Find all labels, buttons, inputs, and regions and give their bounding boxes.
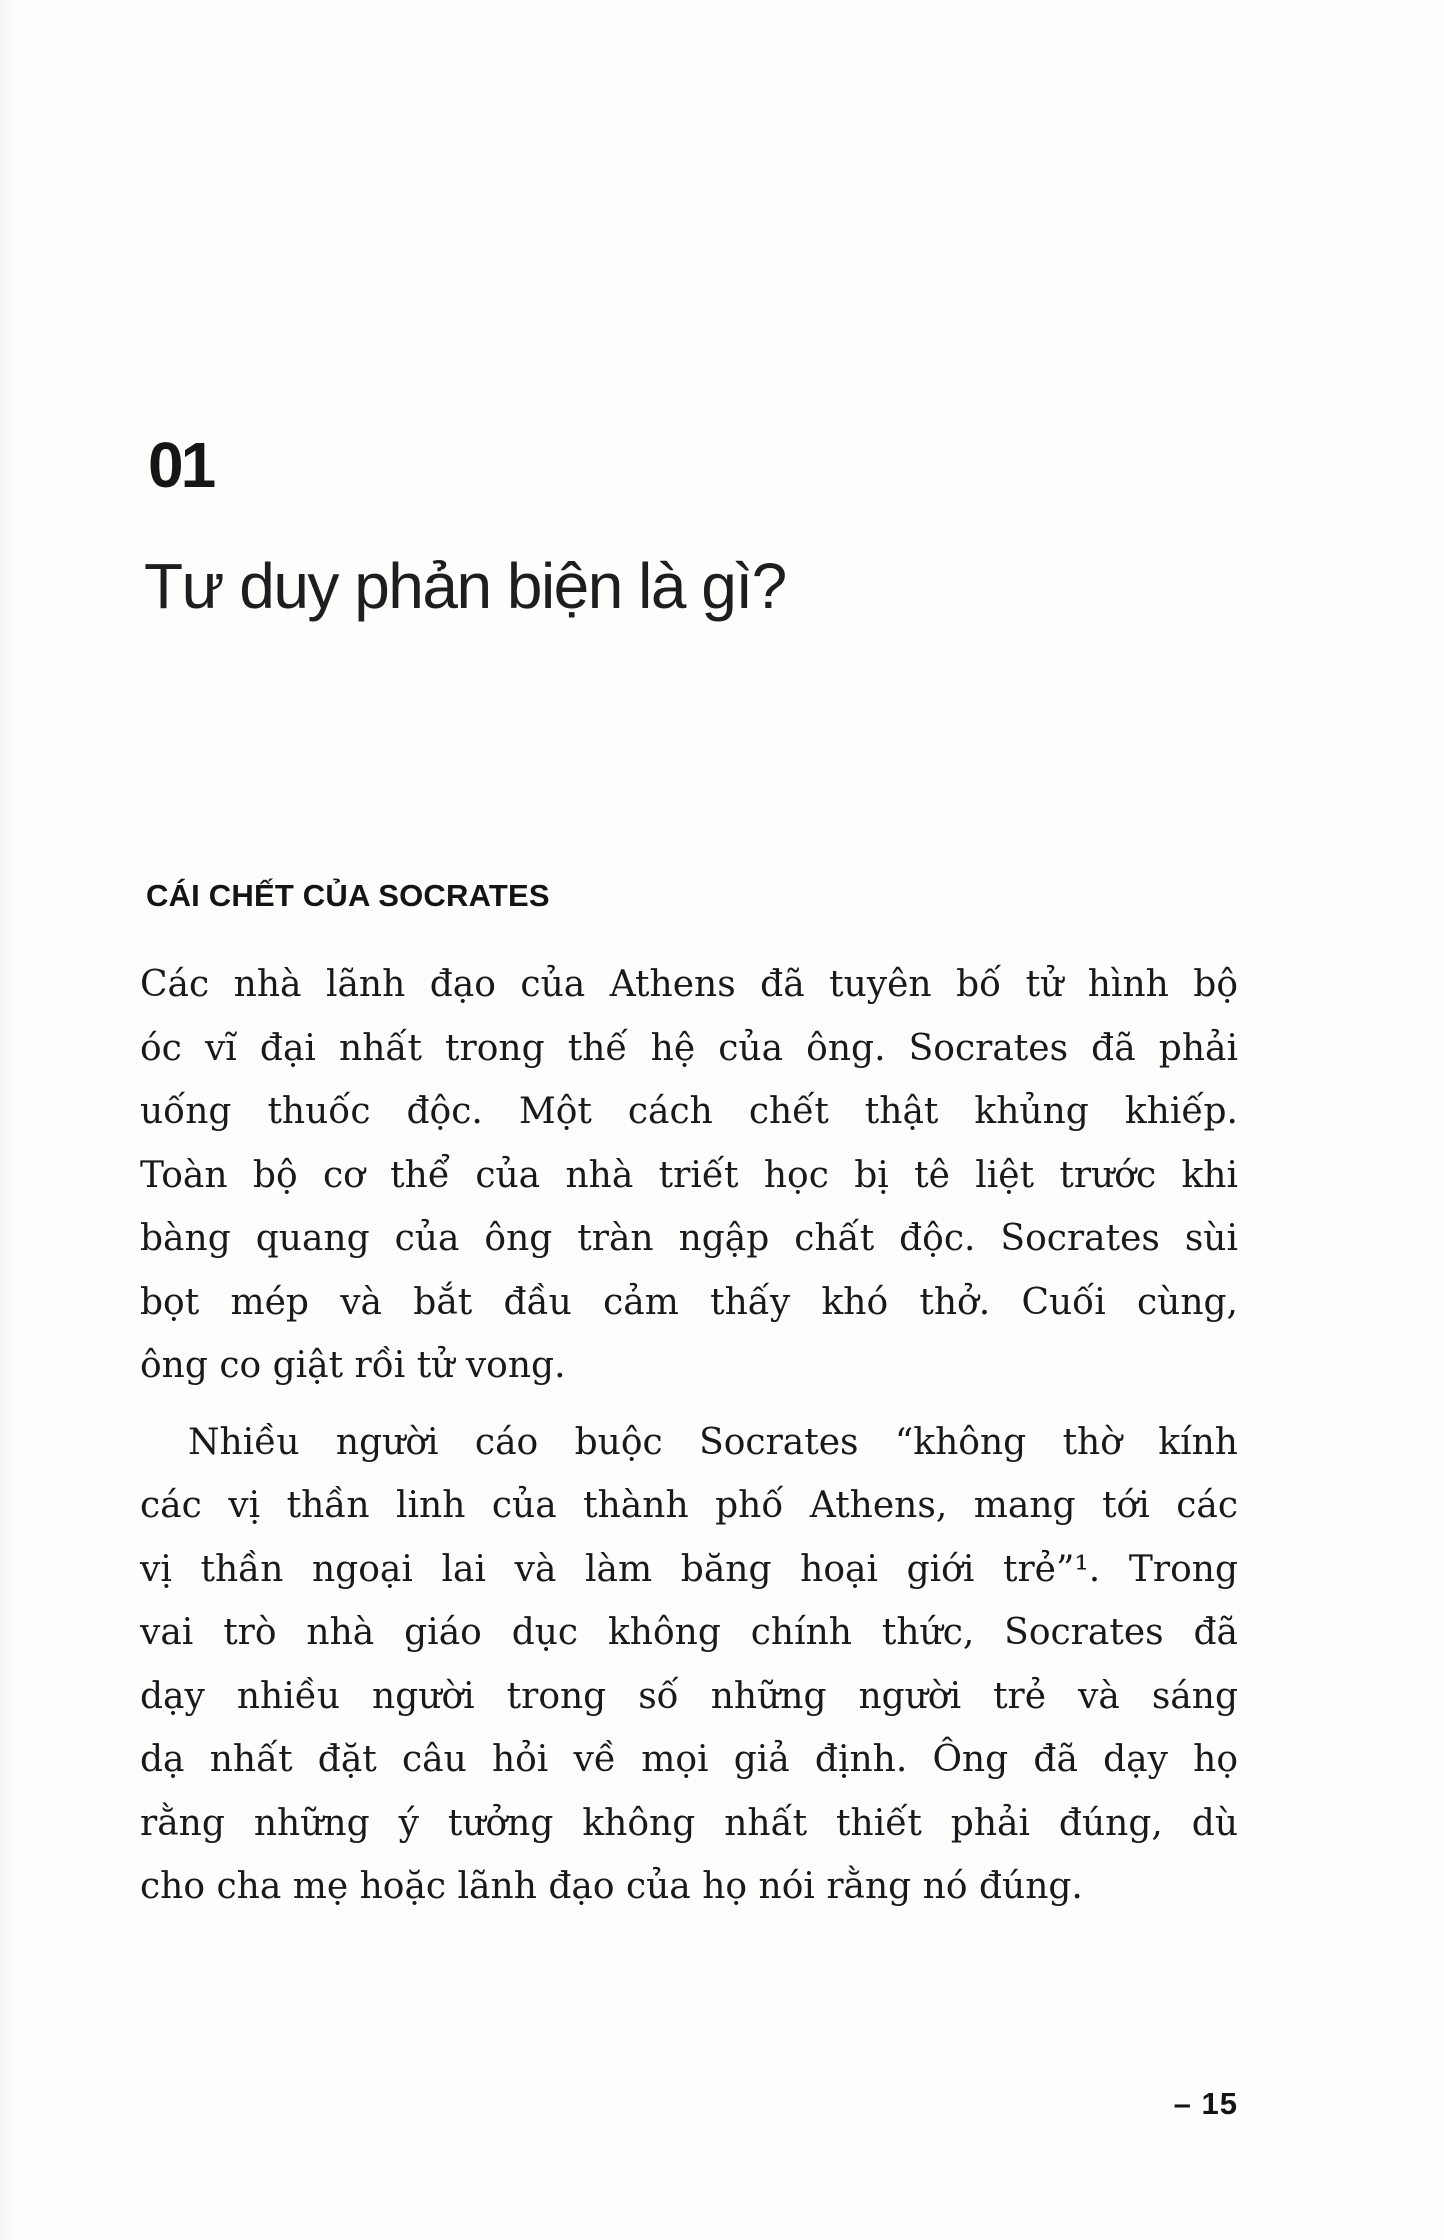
text-line: bàng quang của ông tràn ngập chất độc. Socrates sùi [140,1218,1238,1259]
text-line: vai trò nhà giáo dục không chính thức, Socrates đã [140,1612,1238,1653]
paragraph-socrates-accusation [140,1411,1238,1919]
text-line: cho cha mẹ hoặc lãnh đạo của họ nói rằng nó đúng. [140,1866,1083,1907]
text-line: vị thần ngoại lai và làm băng hoại giới trẻ”¹. Trong [140,1548,1238,1590]
text-line: óc vĩ đại nhất trong thế hệ của ông. Socrates đã phải [140,1027,1238,1069]
text-line: dạ nhất đặt câu hỏi về mọi giả định. Ông đã dạy họ [140,1739,1238,1780]
text-line: các vị thần linh của thành phố Athens, mang tới các [140,1485,1238,1526]
chapter-title: Tư duy phản biện là gì? [144,550,786,622]
text-line: ông co giật rồi tử vong. [140,1345,566,1386]
paragraph-socrates-death [140,953,1238,1398]
text-line: Nhiều người cáo buộc Socrates “không thờ kính [188,1421,1238,1463]
body-text [140,953,1238,1919]
text-line: Toàn bộ cơ thể của nhà triết học bị tê liệt trước khi [140,1154,1238,1196]
text-line: bọt mép và bắt đầu cảm thấy khó thở. Cuối cùng, [140,1281,1238,1323]
section-heading: CÁI CHẾT CỦA SOCRATES [146,878,550,913]
text-line: Các nhà lãnh đạo của Athens đã tuyên bố tử hình bộ [140,964,1238,1005]
page-number: – 15 [1173,2086,1238,2121]
text-line: rằng những ý tưởng không nhất thiết phải đúng, dù [140,1802,1238,1844]
text-line: uống thuốc độc. Một cách chết thật khủng khiếp. [140,1091,1238,1132]
text-line: dạy nhiều người trong số những người trẻ và sáng [140,1675,1238,1717]
chapter-number: 01 [148,429,214,501]
